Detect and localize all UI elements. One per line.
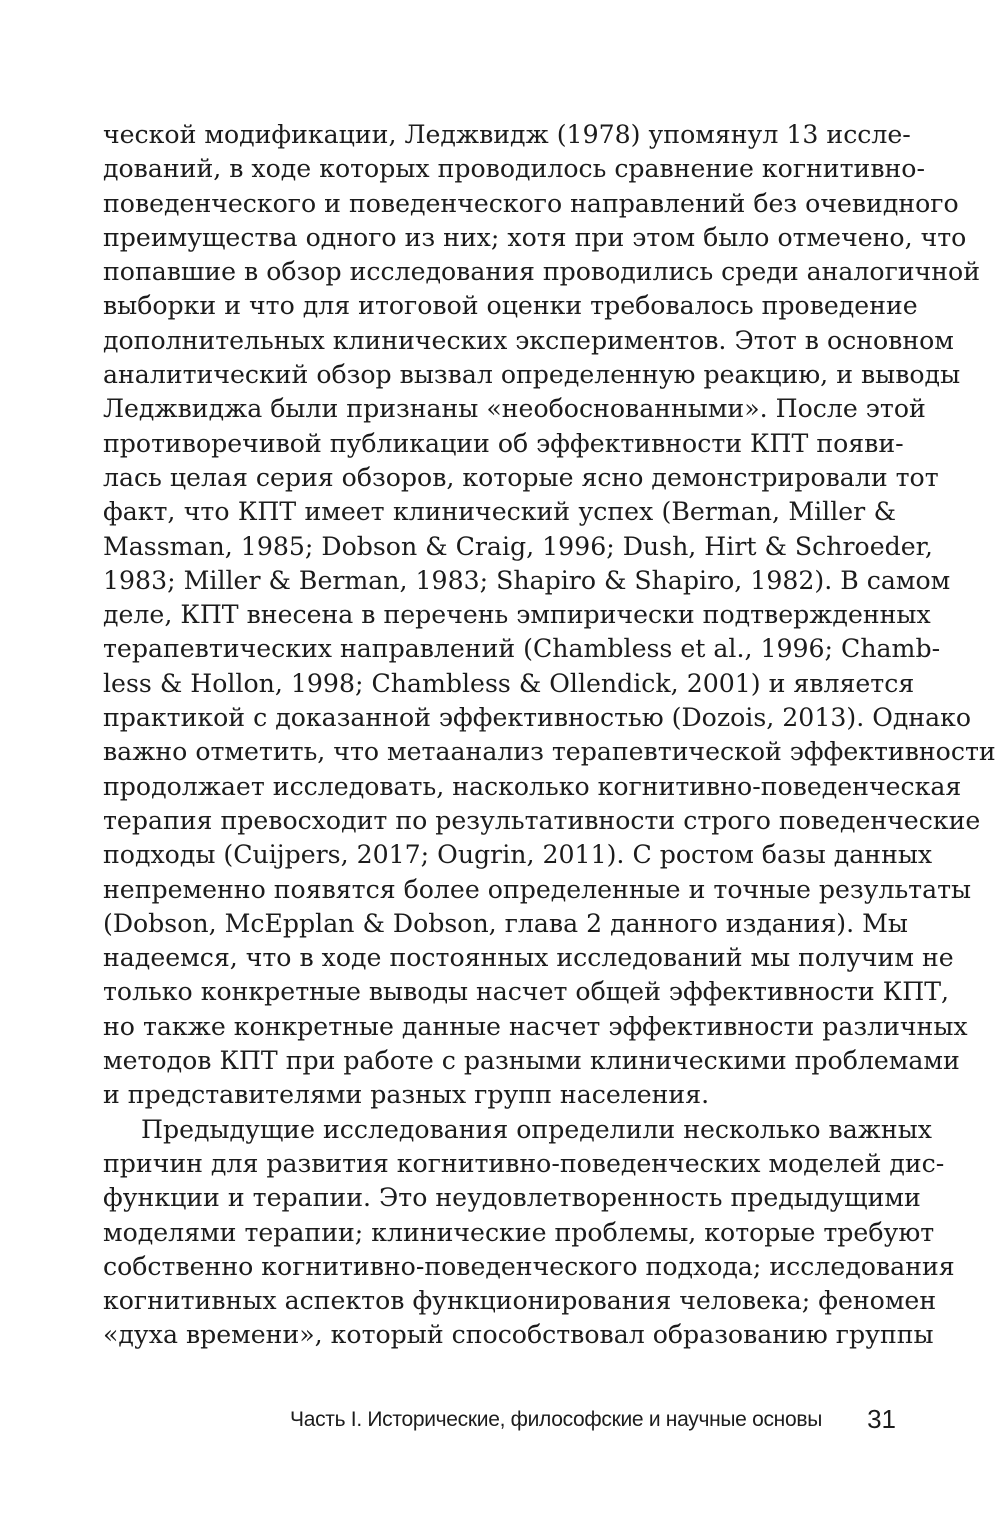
text-line: факт, что КПТ имеет клинический успех (Berman, Miller &: [103, 497, 896, 527]
paragraph-last-line: и представителями разных групп населения.: [103, 1080, 710, 1110]
running-head: Часть I. Исторические, философские и научные основы: [290, 1408, 822, 1431]
text-line: моделями терапии; клинические проблемы, которые требуют: [103, 1217, 935, 1247]
text-line: но также конкретные данные насчет эффективности различных: [103, 1011, 968, 1041]
paragraph-first-line: Предыдущие исследования определили несколько важных: [141, 1114, 932, 1144]
text-line: дований, в ходе которых проводилось сравнение когнитивно-: [103, 154, 925, 184]
text-line: поведенческого и поведенческого направлений без очевидного: [103, 188, 959, 218]
text-line: важно отметить, что метаанализ терапевтической эффективности: [103, 737, 996, 767]
text-line: (Dobson, McEpplan & Dobson, глава 2 данного издания). Мы: [103, 908, 908, 938]
text-line: ческой модификации, Леджвидж (1978) упомянул 13 иссле-: [103, 120, 911, 149]
text-line: «духа времени», который способствовал образованию группы: [103, 1320, 934, 1350]
text-line: продолжает исследовать, насколько когнитивно-поведенческая: [103, 771, 962, 801]
text-line: методов КПТ при работе с разными клиническими проблемами: [103, 1046, 960, 1076]
text-line: лась целая серия обзоров, которые ясно демонстрировали тот: [103, 462, 939, 492]
text-line: выборки и что для итоговой оценки требовалось проведение: [103, 291, 918, 321]
text-line: попавшие в обзор исследования проводились среди аналогичной: [103, 257, 980, 287]
text-line: собственно когнитивно-поведенческого подхода; исследования: [103, 1251, 955, 1281]
text-line: деле, КПТ внесена в перечень эмпирически подтвержденных: [103, 600, 931, 630]
page-footer: [103, 1404, 896, 1436]
text-line: только конкретные выводы насчет общей эффективности КПТ,: [103, 977, 949, 1007]
text-line: функции и терапии. Это неудовлетворенность предыдущими: [103, 1183, 921, 1213]
page-number: 31: [867, 1404, 896, 1434]
text-line: преимущества одного из них; хотя при этом было отмечено, что: [103, 222, 967, 252]
text-line: подходы (Cuijpers, 2017; Ougrin, 2011). С ростом базы данных: [103, 840, 933, 870]
text-line: причин для развития когнитивно-поведенческих моделей дис-: [103, 1148, 945, 1178]
text-line: 1983; Miller & Berman, 1983; Shapiro & Shapiro, 1982). В самом: [103, 565, 951, 595]
text-line: Massman, 1985; Dobson & Craig, 1996; Dush, Hirt & Schroeder,: [103, 531, 933, 561]
text-line: дополнительных клинических экспериментов. Этот в основном: [103, 325, 954, 355]
text-line: аналитический обзор вызвал определенную реакцию, и выводы: [103, 360, 961, 390]
text-line: терапевтических направлений (Chambless et al., 1996; Chamb-: [103, 634, 941, 664]
body-text: [103, 118, 996, 1353]
text-line: надеемся, что в ходе постоянных исследований мы получим не: [103, 943, 954, 973]
text-line: less & Hollon, 1998; Chambless & Ollendick, 2001) и является: [103, 668, 915, 698]
text-line: Леджвиджа были признаны «необоснованными». После этой: [103, 394, 926, 424]
text-line: терапия превосходит по результативности строго поведенческие: [103, 805, 981, 835]
text-line: когнитивных аспектов функционирования человека; феномен: [103, 1286, 937, 1316]
text-line: практикой с доказанной эффективностью (Dozois, 2013). Однако: [103, 703, 972, 733]
text-line: непременно появятся более определенные и точные результаты: [103, 874, 972, 904]
text-line: противоречивой публикации об эффективности КПТ появи-: [103, 428, 904, 458]
